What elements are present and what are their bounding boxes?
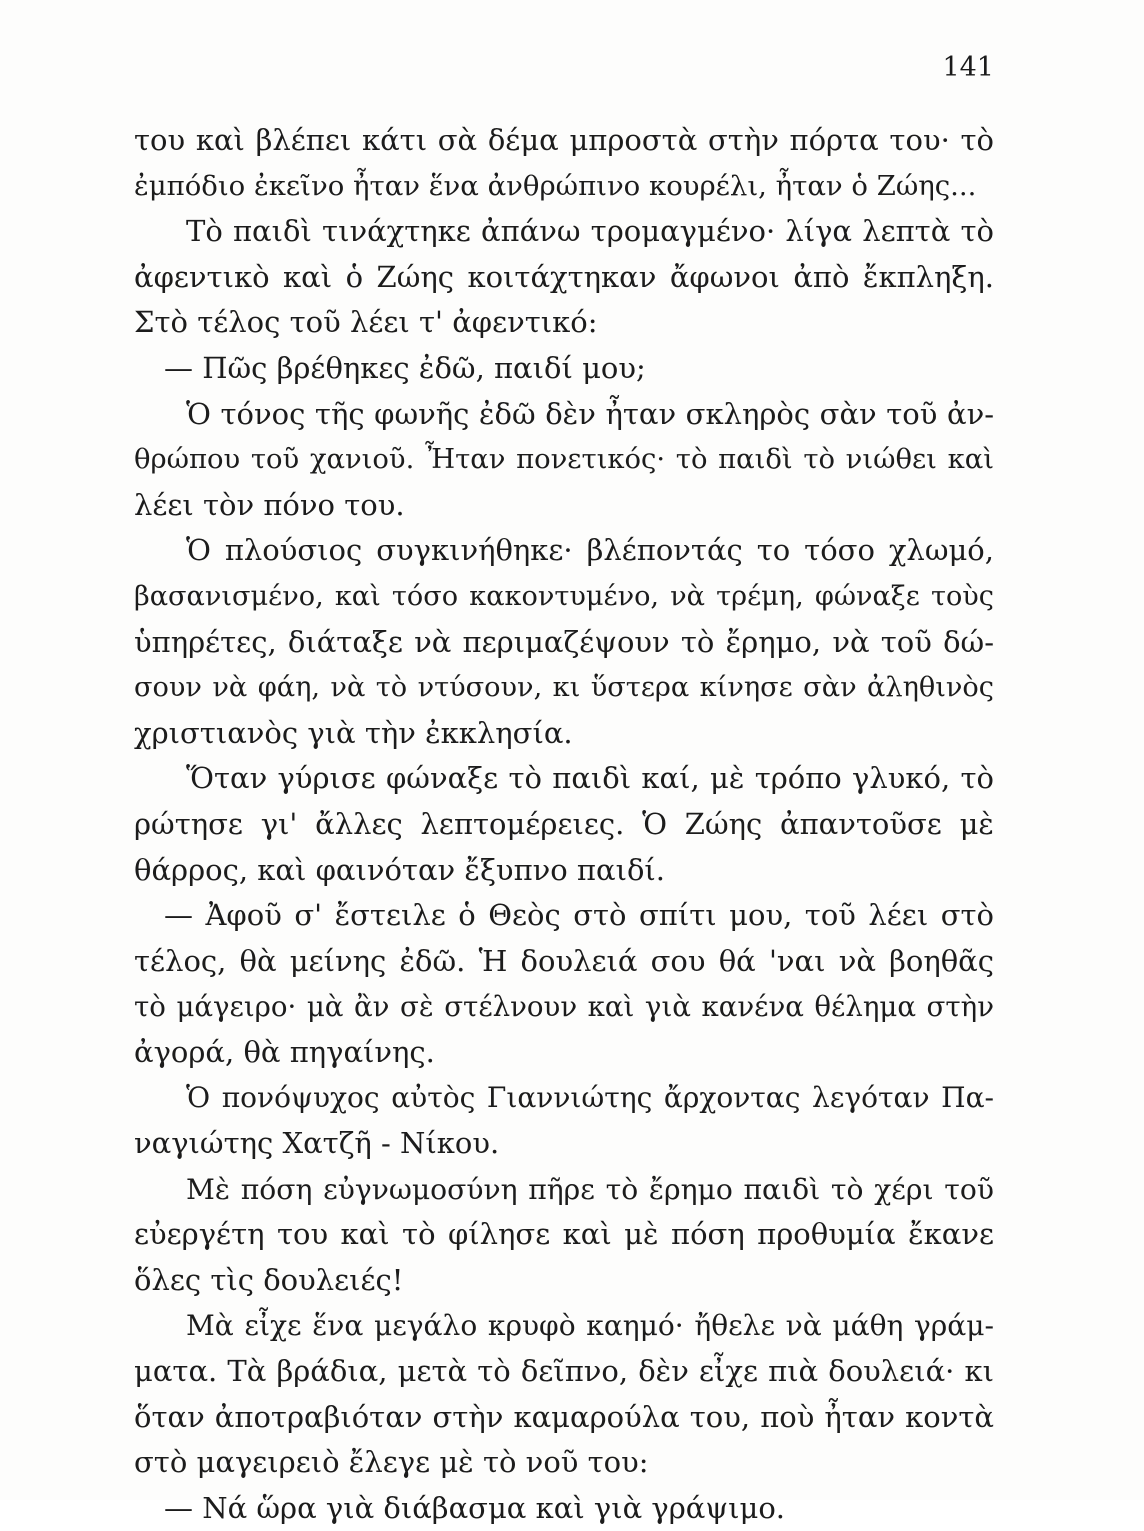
text-line: λέει τὸν πόνο του. (134, 487, 405, 522)
text-line: Στὸ τέλος τοῦ λέει τ' ἀφεντικό: (134, 305, 598, 340)
text-line: τέλος, θὰ μείνης ἐδῶ. Ἡ δουλειά σου θά 'ναι νὰ βοηθᾶς (134, 943, 994, 978)
text-line: — Ἀφοῦ σ' ἔστειλε ὁ Θεὸς στὸ σπίτι μου, τοῦ λέει στὸ (164, 898, 994, 933)
text-line: στὸ μαγειρειὸ ἔλεγε μὲ τὸ νοῦ του: (134, 1445, 649, 1480)
text-line: εὐεργέτη του καὶ τὸ φίλησε καὶ μὲ πόση προθυμία ἔκανε (134, 1217, 994, 1252)
text-line: Ὁ τόνος τῆς φωνῆς ἐδῶ δὲν ἦταν σκληρὸς σὰν τοῦ ἀν- (186, 396, 994, 431)
text-line: ρώτησε γι' ἄλλες λεπτομέρειες. Ὁ Ζώης ἀπαντοῦσε μὲ (134, 806, 994, 841)
text-line: χριστιανὸς γιὰ τὴν ἐκκλησία. (134, 715, 573, 750)
text-line: Ὅταν γύρισε φώναξε τὸ παιδὶ καί, μὲ τρόπο γλυκό, τὸ (186, 761, 994, 796)
body-text (134, 118, 994, 1531)
text-line: σουν νὰ φάη, νὰ τὸ ντύσουν, κι ὕστερα κίνησε σὰν ἀληθινὸς (134, 672, 994, 704)
page-number: 141 (942, 52, 994, 83)
text-line: Ὁ πλούσιος συγκινήθηκε· βλέποντάς το τόσο χλωμό, (186, 533, 994, 568)
text-line: — Νά ὥρα γιὰ διάβασμα καὶ γιὰ γράψιμο. (164, 1490, 786, 1525)
text-line: Ὁ πονόψυχος αὐτὸς Γιαννιώτης ἄρχοντας λεγόταν Πα- (186, 1081, 994, 1115)
text-line: ἀγορά, θὰ πηγαίνης. (134, 1034, 435, 1069)
text-line: ἐμπόδιο ἐκεῖνο ἦταν ἕνα ἀνθρώπινο κουρέλι, ἦταν ὁ Ζώης... (134, 169, 977, 202)
text-line: Μὲ πόση εὐγνωμοσύνη πῆρε τὸ ἔρημο παιδὶ τὸ χέρι τοῦ (186, 1172, 994, 1206)
text-line: του καὶ βλέπει κάτι σὰ δέμα μπροστὰ στὴν πόρτα του· τὸ (134, 123, 994, 157)
text-line: ἀφεντικὸ καὶ ὁ Ζώης κοιτάχτηκαν ἄφωνοι ἀπὸ ἔκπληξη. (134, 259, 994, 294)
text-line: — Πῶς βρέθηκες ἐδῶ, παιδί μου; (164, 350, 646, 385)
text-line: βασανισμένο, καὶ τόσο κακοντυμένο, νὰ τρέμη, φώναξε τοὺς (134, 580, 994, 612)
text-line: ὅταν ἀποτραβιόταν στὴν καμαρούλα του, ποὺ ἦταν κοντὰ (134, 1399, 994, 1434)
text-line: ὑπηρέτες, διάταξε νὰ περιμαζέψουν τὸ ἔρημο, νὰ τοῦ δώ- (134, 624, 994, 659)
text-line: θρώπου τοῦ χανιοῦ. Ἦταν πονετικός· τὸ παιδὶ τὸ νιώθει καὶ (134, 444, 994, 476)
text-line: τὸ μάγειρο· μὰ ἂν σὲ στέλνουν καὶ γιὰ κανένα θέλημα στὴν (134, 990, 994, 1024)
text-line: Τὸ παιδὶ τινάχτηκε ἀπάνω τρομαγμένο· λίγα λεπτὰ τὸ (186, 214, 994, 249)
text-line: ναγιώτης Χατζῆ - Νίκου. (134, 1126, 500, 1161)
text-line: ματα. Τὰ βράδια, μετὰ τὸ δεῖπνο, δὲν εἶχε πιὰ δουλειά· κι (134, 1354, 994, 1389)
text-line: θάρρος, καὶ φαινόταν ἔξυπνο παιδί. (134, 852, 665, 887)
text-line: ὅλες τὶς δουλειές! (134, 1262, 404, 1297)
text-line: Μὰ εἶχε ἕνα μεγάλο κρυφὸ καημό· ἤθελε νὰ μάθη γράμ- (186, 1309, 994, 1343)
